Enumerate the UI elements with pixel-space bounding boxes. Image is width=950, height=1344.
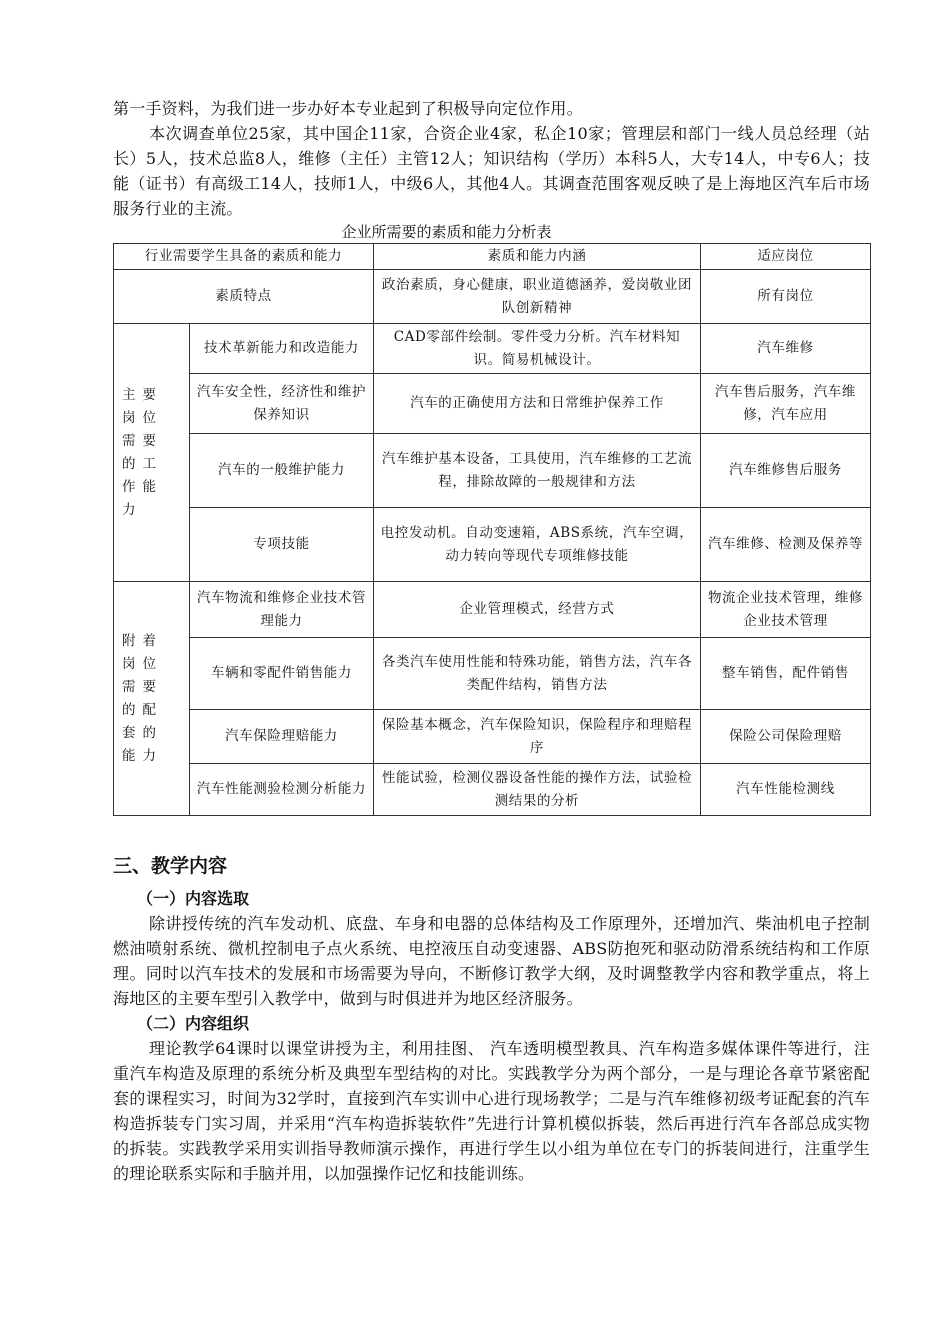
- ability-cell: 专项技能: [190, 508, 374, 582]
- content-cell: 电控发动机。自动变速箱，ABS系统，汽车空调，动力转向等现代专项维修技能: [374, 508, 701, 582]
- ability-cell: 技术革新能力和改造能力: [190, 324, 374, 374]
- ability-cell: 汽车的一般维护能力: [190, 434, 374, 508]
- table-caption: 企业所需要的素质和能力分析表: [341, 223, 552, 241]
- intro-paragraph-1: 第一手资料，为我们进一步办好本专业起到了积极导向定位作用。: [113, 99, 583, 118]
- content-cell: 汽车的正确使用方法和日常维护保养工作: [374, 374, 701, 434]
- content-selection-paragraph: 除讲授传统的汽车发动机、底盘、车身和电器的总体结构及工作原理外，还增加汽、柴油机电子控制燃油喷射系统、微机控制电子点火系统、电控液压自动变速器、ABS防抱死和驱动防滑系统结构和工作原理。同时以汽车技术的发展和市场需要为导向，不断修订教学大纲，及时调整教学内容和教学重点，将上海地区的主要车型引入教学中，做到与时俱进并为地区经济服务。: [113, 914, 870, 1008]
- content-cell: 性能试验，检测仪器设备性能的操作方法，试验检测结果的分析: [374, 764, 701, 816]
- post-cell: 整车销售，配件销售: [701, 638, 871, 710]
- table-row: [114, 638, 871, 710]
- table-row: [114, 270, 871, 324]
- main-group-label: 主要岗位需要的工作能力: [114, 324, 190, 582]
- header-ability: 行业需要学生具备的素质和能力: [114, 244, 374, 270]
- subsection-heading: （一）内容选取: [137, 889, 250, 908]
- table-row: [114, 582, 871, 638]
- content-cell: 汽车维护基本设备，工具使用，汽车维修的工艺流程，排除故障的一般规律和方法: [374, 434, 701, 508]
- table-row: [114, 710, 871, 764]
- header-content: 素质和能力内涵: [374, 244, 701, 270]
- quality-content: 政治素质，身心健康，职业道德涵养，爱岗敬业团队创新精神: [374, 270, 701, 324]
- aux-group-label: 附着岗位需要的配套的能力: [114, 582, 190, 816]
- section-heading: 三、教学内容: [113, 855, 228, 877]
- post-cell: 汽车性能检测线: [701, 764, 871, 816]
- ability-cell: 汽车性能测验检测分析能力: [190, 764, 374, 816]
- content-organization-paragraph: 理论教学64课时以课堂讲授为主，利用挂图、 汽车透明模型教具、汽车构造多媒体课件等进行，注重汽车构造及原理的系统分析及典型车型结构的对比。实践教学分为两个部分，一是与理论各章节紧密配套的课程实习，时间为32学时，直接到汽车实训中心进行现场教学；二是与汽车维修初级考证配套的汽车构造拆装专门实习周，并采用“汽车构造拆装软件”先进行计算机模似拆装，然后再进行汽车各部总成实物的拆装。实践教学采用实训指导教师演示操作，再进行学生以小组为单位在专门的拆装间进行，注重学生的理论联系实际和手脑并用，以加强操作记忆和技能训练。: [113, 1039, 870, 1183]
- ability-cell: 汽车物流和维修企业技术管理能力: [190, 582, 374, 638]
- document-page: [113, 96, 870, 1186]
- post-cell: 汽车维修: [701, 324, 871, 374]
- ability-cell: 汽车安全性，经济性和维护保养知识: [190, 374, 374, 434]
- table-row: [114, 324, 871, 374]
- quality-label: 素质特点: [114, 270, 374, 324]
- table-row: [114, 508, 871, 582]
- ability-cell: 汽车保险理赔能力: [190, 710, 374, 764]
- content-cell: 企业管理模式，经营方式: [374, 582, 701, 638]
- content-cell: 保险基本概念，汽车保险知识，保险程序和理赔程序: [374, 710, 701, 764]
- post-cell: 汽车维修、检测及保养等: [701, 508, 871, 582]
- table-row: [114, 434, 871, 508]
- post-cell: 汽车售后服务，汽车维修，汽车应用: [701, 374, 871, 434]
- intro-paragraph-2: 本次调查单位25家，其中国企11家，合资企业4家，私企10家；管理层和部门一线人员总经理（站长）5人，技术总监8人，维修（主任）主管12人；知识结构（学历）本科5人，大专14人，中专6人；技能（证书）有高级工14人，技师1人，中级6人，其他4人。其调查范围客观反映了是上海地区汽车后市场服务行业的主流。: [113, 124, 870, 218]
- quality-post: 所有岗位: [701, 270, 871, 324]
- subsection-heading: （二）内容组织: [137, 1014, 250, 1033]
- post-cell: 保险公司保险理赔: [701, 710, 871, 764]
- post-cell: 物流企业技术管理，维修企业技术管理: [701, 582, 871, 638]
- table-header-row: [114, 244, 871, 270]
- table-row: [114, 374, 871, 434]
- content-cell: 各类汽车使用性能和特殊功能，销售方法，汽车各类配件结构，销售方法: [374, 638, 701, 710]
- post-cell: 汽车维修售后服务: [701, 434, 871, 508]
- table-row: [114, 764, 871, 816]
- header-post: 适应岗位: [701, 244, 871, 270]
- ability-analysis-table: [113, 243, 871, 816]
- content-cell: CAD零部件绘制。零件受力分析。汽车材料知识。简易机械设计。: [374, 324, 701, 374]
- ability-cell: 车辆和零配件销售能力: [190, 638, 374, 710]
